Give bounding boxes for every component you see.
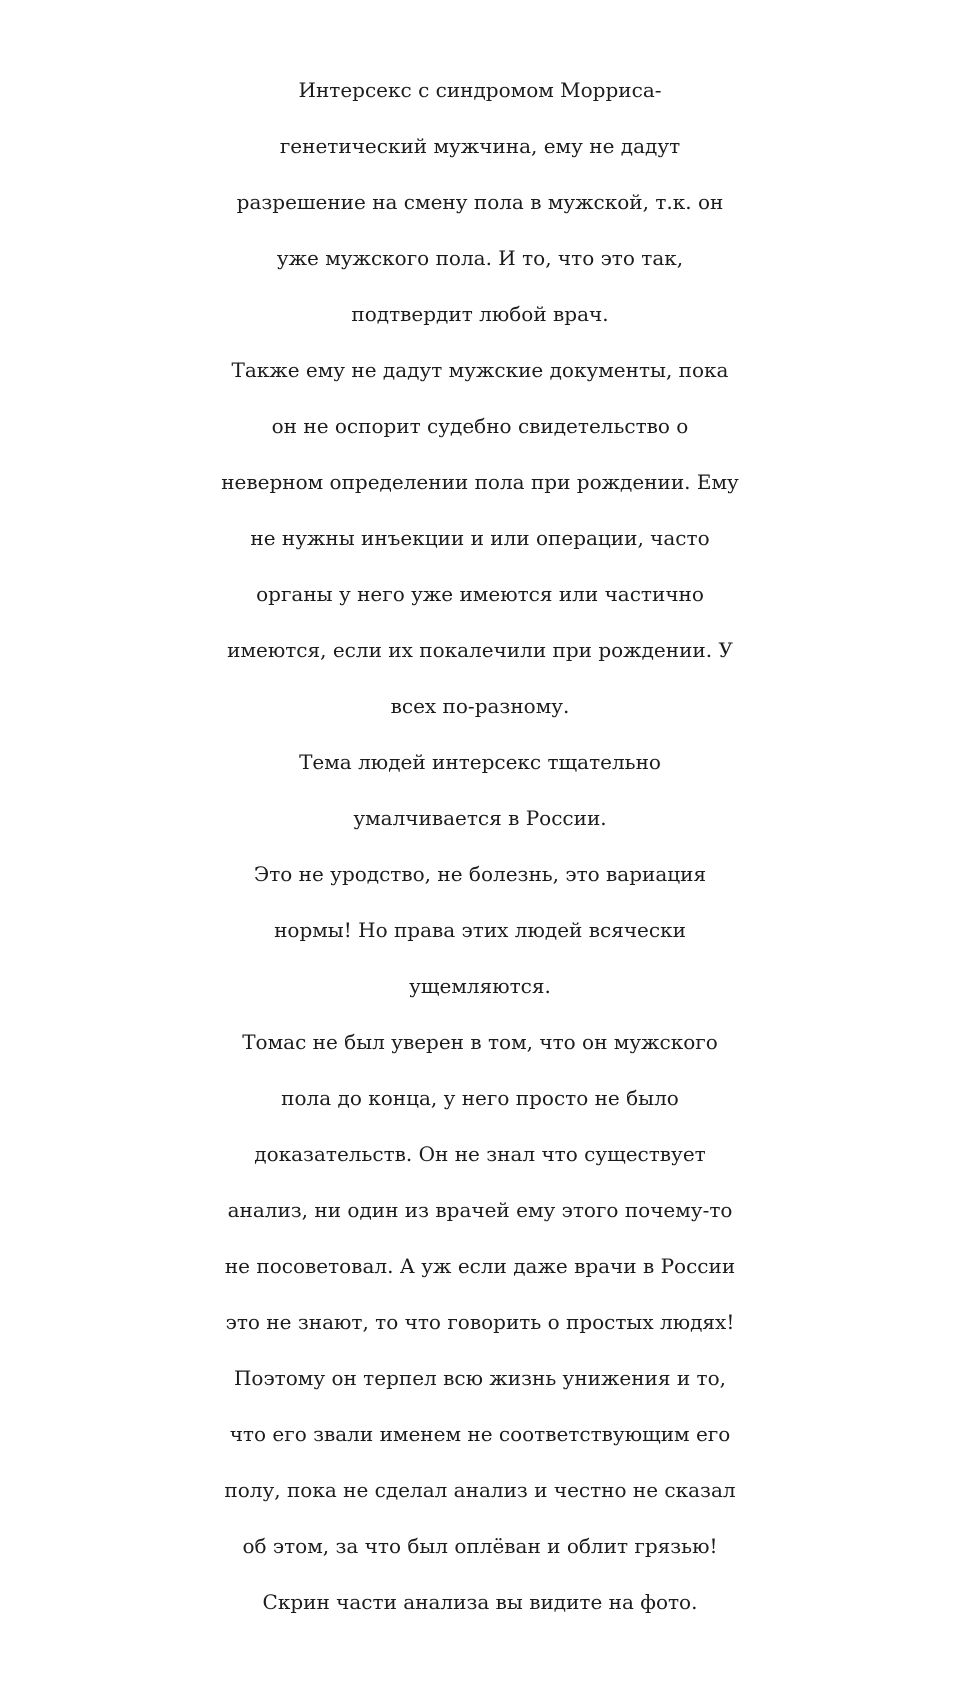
text-line: доказательств. Он не знал что существует: [254, 1142, 706, 1166]
text-line: Это не уродство, не болезнь, это вариация: [253, 862, 707, 886]
text-line: анализ, ни один из врачей ему этого почему-то: [227, 1198, 733, 1222]
text-line: имеются, если их покалечили при рождении. У: [227, 638, 733, 662]
text-line: об этом, за что был оплёван и облит грязью!: [242, 1534, 718, 1558]
text-line: всех по-разному.: [390, 694, 570, 718]
text-line: не посоветовал. А уж если даже врачи в России: [224, 1254, 736, 1278]
text-line: что его звали именем не соответствующим его: [229, 1422, 731, 1446]
text-line: подтвердит любой врач.: [351, 302, 609, 326]
text-line: генетический мужчина, ему не дадут: [279, 134, 681, 158]
text-line: он не оспорит судебно свидетельство о: [271, 414, 689, 438]
text-line: Томас не был уверен в том, что он мужского: [242, 1030, 718, 1054]
text-line: Также ему не дадут мужские документы, пока: [231, 358, 729, 382]
text-line: нормы! Но права этих людей всячески: [274, 918, 686, 942]
text-line: умалчивается в России.: [353, 806, 607, 830]
text-line: неверном определении пола при рождении. Ему: [221, 470, 739, 494]
text-line: это не знают, то что говорить о простых людях!: [225, 1310, 735, 1334]
text-line: органы у него уже имеются или частично: [256, 582, 704, 606]
text-line: разрешение на смену пола в мужской, т.к. он: [236, 190, 724, 214]
text-line: Тема людей интерсекс тщательно: [299, 750, 661, 774]
text-line: уже мужского пола. И то, что это так,: [276, 246, 684, 270]
text-line: ущемляются.: [409, 974, 551, 998]
text-line: Интерсекс с синдромом Морриса-: [298, 78, 662, 102]
text-line: Поэтому он терпел всю жизнь унижения и то,: [233, 1366, 727, 1390]
text-line: пола до конца, у него просто не было: [281, 1086, 679, 1110]
text-line: полу, пока не сделал анализ и честно не сказал: [224, 1478, 736, 1502]
text-line: не нужны инъекции и или операции, часто: [250, 526, 710, 550]
text-line: Скрин части анализа вы видите на фото.: [262, 1590, 698, 1614]
story-text: [0, 62, 960, 1630]
